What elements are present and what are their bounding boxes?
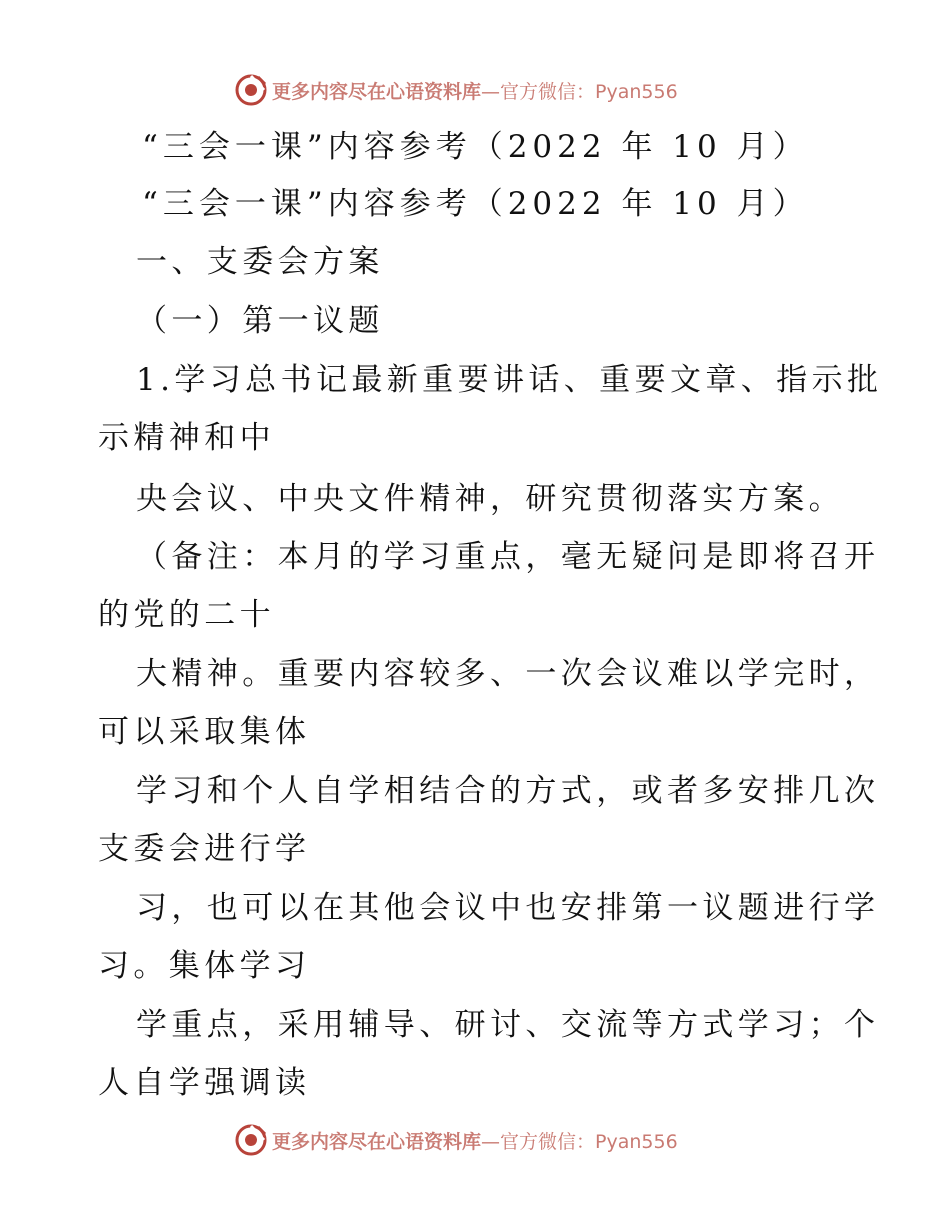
paragraph-line: 人自学强调读 xyxy=(98,1065,311,1101)
paragraph-line: 可以采取集体 xyxy=(98,714,311,750)
paragraph-line: 的党的二十 xyxy=(98,597,275,633)
watermark-brand-text: 更多内容尽在心语资料库 xyxy=(272,80,482,103)
paragraph-line: 大精神。重要内容较多、一次会议难以学完时， xyxy=(136,656,880,692)
watermark-banner-bottom xyxy=(234,1122,678,1158)
watermark-wechat-text: —官方微信：Pyan556 xyxy=(481,1130,678,1153)
section-heading: 一、支委会方案 xyxy=(136,244,384,280)
paragraph-line: 1.学习总书记最新重要讲话、重要文章、指示批 xyxy=(136,362,883,398)
paragraph-line: 示精神和中 xyxy=(98,420,275,456)
watermark-wechat-text: —官方微信：Pyan556 xyxy=(481,80,678,103)
paragraph-line: 学重点，采用辅导、研讨、交流等方式学习；个 xyxy=(136,1007,880,1043)
subsection-heading: （一）第一议题 xyxy=(136,303,384,339)
paragraph-line: （备注：本月的学习重点，毫无疑问是即将召开 xyxy=(136,539,880,575)
paragraph-line: 学习和个人自学相结合的方式，或者多安排几次 xyxy=(136,773,880,809)
paragraph-line: 习，也可以在其他会议中也安排第一议题进行学 xyxy=(136,890,880,926)
logo-icon xyxy=(234,73,268,107)
paragraph-line: 央会议、中央文件精神，研究贯彻落实方案。 xyxy=(136,481,844,517)
paragraph-line: 支委会进行学 xyxy=(98,831,311,867)
document-title-repeat: “三会一课”内容参考（2022 年 10 月） xyxy=(142,186,809,222)
paragraph-line: 习。集体学习 xyxy=(98,948,311,984)
logo-icon xyxy=(234,1123,268,1157)
watermark-banner-top xyxy=(234,72,678,108)
watermark-brand-text: 更多内容尽在心语资料库 xyxy=(272,1130,482,1153)
document-title: “三会一课”内容参考（2022 年 10 月） xyxy=(142,129,809,165)
